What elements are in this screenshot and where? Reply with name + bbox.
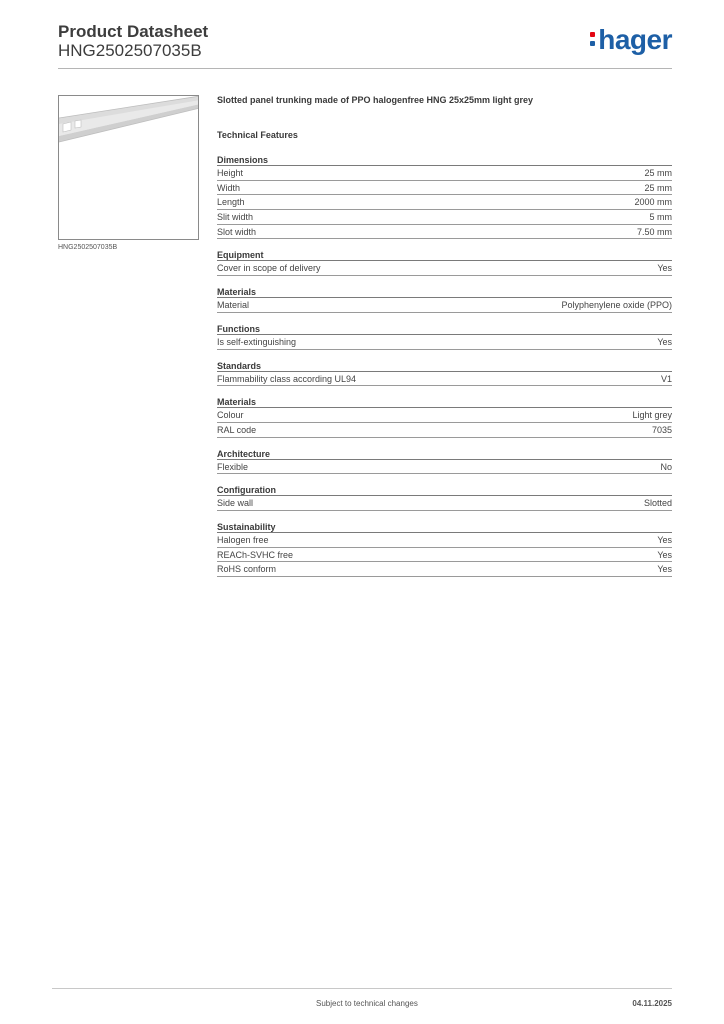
- feature-section: [217, 396, 672, 437]
- section-title: Dimensions: [217, 154, 672, 166]
- spec-label: Is self-extinguishing: [217, 336, 297, 347]
- datasheet-content: [217, 95, 672, 587]
- product-code: HNG2502507035B: [58, 41, 202, 60]
- feature-section: [217, 448, 672, 475]
- section-title: Materials: [217, 396, 672, 408]
- spec-row: [217, 562, 672, 577]
- spec-label: Flammability class according UL94: [217, 373, 357, 384]
- product-image: [58, 95, 199, 240]
- feature-section: [217, 323, 672, 350]
- spec-label: Length: [217, 197, 245, 208]
- spec-value: Yes: [657, 564, 672, 575]
- spec-label: Side wall: [217, 498, 254, 509]
- logo-dots-icon: [590, 26, 597, 46]
- spec-row: [217, 335, 672, 350]
- spec-row: [217, 423, 672, 438]
- spec-label: REACh-SVHC free: [217, 549, 294, 560]
- spec-value: 2000 mm: [634, 197, 672, 208]
- product-description: Slotted panel trunking made of PPO halogenfree HNG 25x25mm light grey: [217, 95, 534, 105]
- spec-value: 25 mm: [644, 168, 672, 178]
- spec-value: 7.50 mm: [636, 226, 672, 237]
- section-title: Architecture: [217, 448, 672, 460]
- section-title: Materials: [217, 286, 672, 298]
- technical-features-heading: Technical Features: [217, 130, 298, 140]
- spec-row: [217, 210, 672, 225]
- spec-row: [217, 181, 672, 196]
- footer-note: Subject to technical changes: [316, 999, 418, 1008]
- section-title: Functions: [217, 323, 672, 335]
- spec-label: Height: [217, 168, 244, 178]
- feature-sections: [217, 154, 672, 577]
- section-title: Sustainability: [217, 521, 672, 533]
- spec-value: Slotted: [643, 498, 672, 509]
- footer-divider: [52, 988, 672, 989]
- spec-row: [217, 298, 672, 313]
- spec-row: [217, 533, 672, 548]
- spec-label: Slit width: [217, 212, 254, 223]
- spec-value: Yes: [657, 263, 672, 274]
- spec-row: [217, 460, 672, 475]
- spec-value: Yes: [657, 549, 672, 560]
- spec-label: Material: [217, 300, 250, 311]
- spec-label: Slot width: [217, 226, 257, 237]
- feature-section: [217, 249, 672, 276]
- spec-value: No: [660, 461, 672, 472]
- section-title: Equipment: [217, 249, 672, 261]
- spec-row: [217, 372, 672, 387]
- feature-section: [217, 521, 672, 577]
- feature-section: [217, 360, 672, 387]
- section-title: Configuration: [217, 484, 672, 496]
- spec-value: Yes: [657, 534, 672, 545]
- spec-row: [217, 496, 672, 511]
- spec-row: [217, 166, 672, 181]
- spec-value: 25 mm: [644, 182, 672, 193]
- logo-text: hager: [598, 24, 672, 55]
- spec-label: RAL code: [217, 424, 257, 435]
- image-caption: HNG2502507035B: [58, 244, 118, 251]
- footer-date: 04.11.2025: [632, 999, 672, 1008]
- spec-value: Yes: [657, 336, 672, 347]
- header-divider: [58, 68, 672, 69]
- spec-label: Halogen free: [217, 534, 269, 545]
- page-header: [58, 22, 672, 70]
- spec-row: [217, 195, 672, 210]
- brand-logo: [590, 26, 672, 54]
- spec-value: 5 mm: [649, 212, 672, 223]
- spec-row: [217, 225, 672, 240]
- section-title: Standards: [217, 360, 672, 372]
- feature-section: [217, 286, 672, 313]
- feature-section: [217, 484, 672, 511]
- spec-row: [217, 548, 672, 563]
- page-title: Product Datasheet: [58, 22, 209, 41]
- spec-row: [217, 408, 672, 423]
- spec-label: Cover in scope of delivery: [217, 263, 321, 274]
- spec-value: 7035: [651, 424, 672, 435]
- feature-section: [217, 154, 672, 239]
- spec-label: Flexible: [217, 461, 249, 472]
- spec-value: Polyphenylene oxide (PPO): [561, 300, 672, 311]
- spec-label: RoHS conform: [217, 564, 277, 575]
- spec-value: V1: [660, 373, 672, 384]
- spec-label: Colour: [217, 410, 244, 421]
- spec-row: [217, 261, 672, 276]
- spec-value: Light grey: [632, 410, 672, 421]
- trunking-image-icon: [59, 96, 199, 240]
- spec-label: Width: [217, 182, 241, 193]
